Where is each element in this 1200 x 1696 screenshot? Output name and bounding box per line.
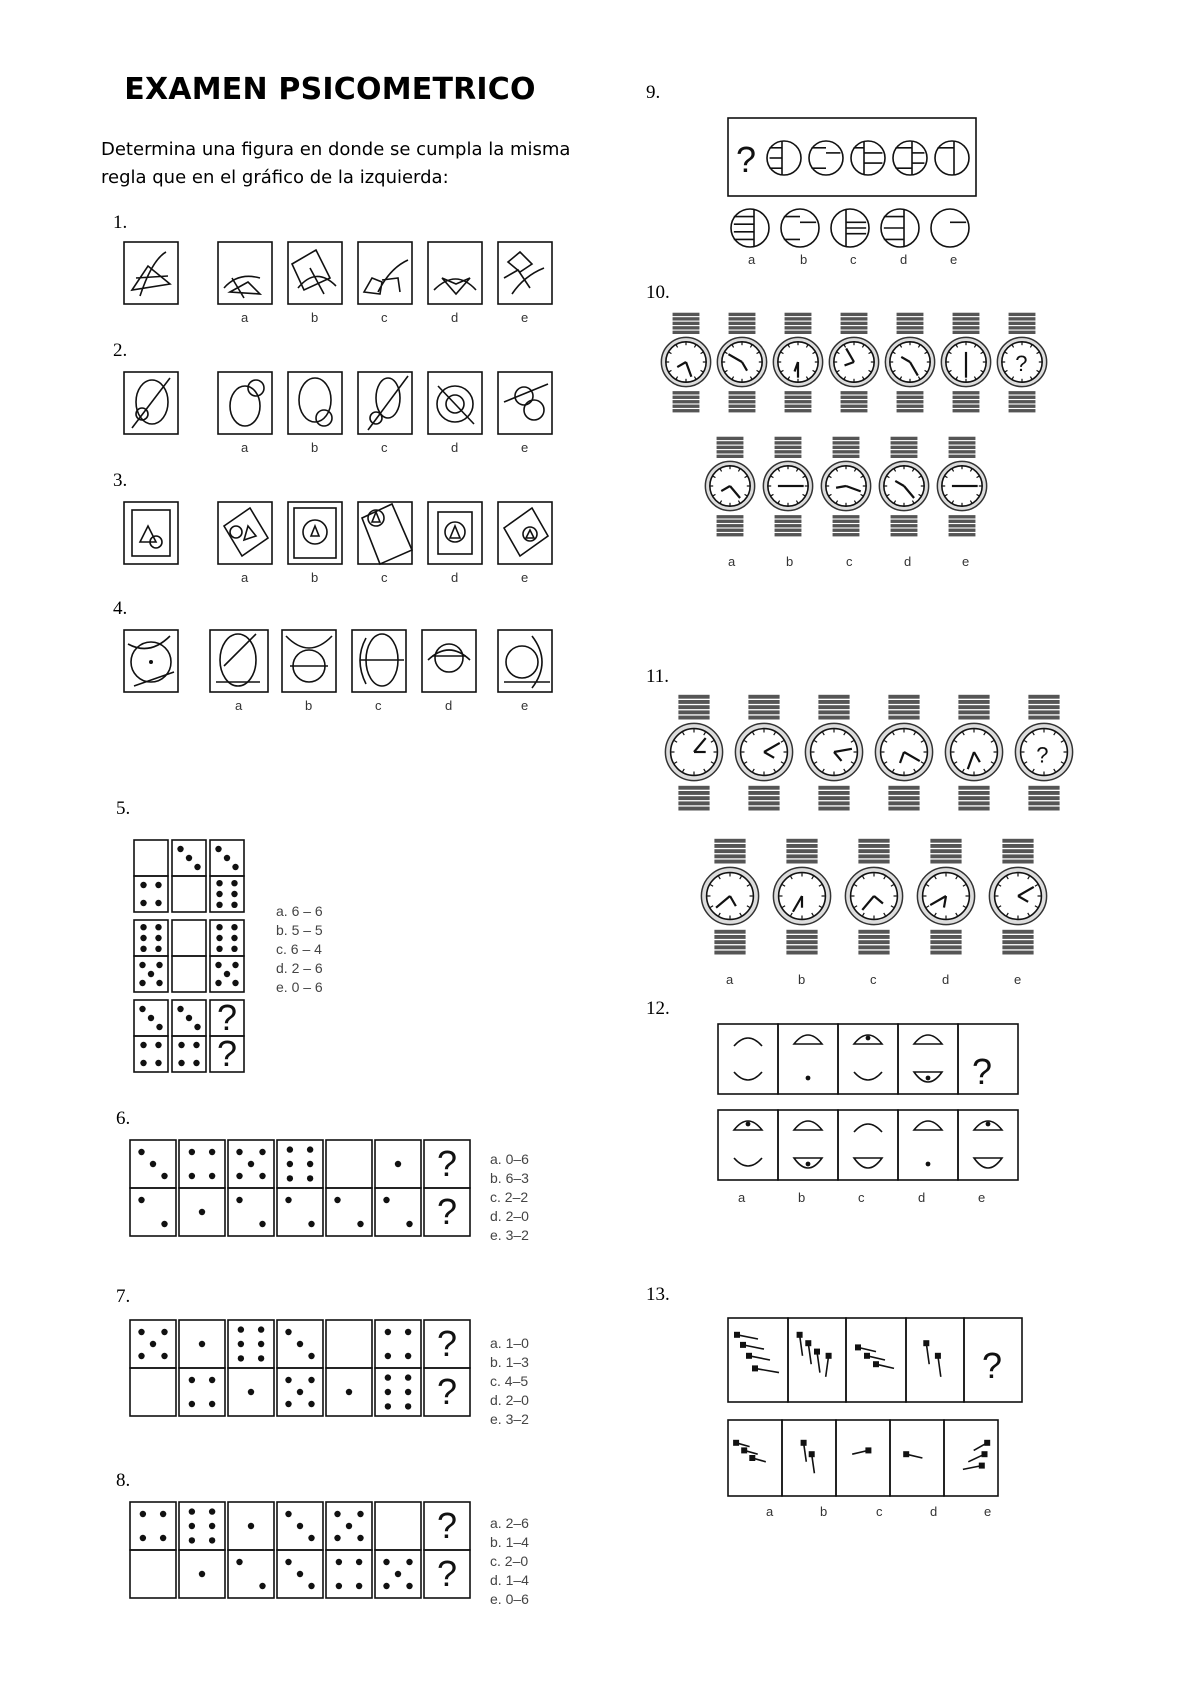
domino-half: [179, 1368, 225, 1416]
domino-half: [134, 876, 168, 912]
question-2-figures: [120, 368, 560, 458]
option-label-d: d: [900, 252, 908, 267]
option-label-b: b: [800, 252, 808, 267]
arc-cell: [898, 1024, 958, 1094]
question-mark: ?: [437, 1191, 458, 1232]
watch-icon: [735, 695, 792, 811]
q13-option[interactable]: [836, 1420, 890, 1496]
q3-option-e[interactable]: [498, 502, 552, 564]
lined-circle: [831, 209, 869, 247]
domino-half: [172, 876, 206, 912]
domino-half: [172, 1000, 206, 1036]
domino-half: [375, 1140, 421, 1188]
option-label-c: c: [381, 570, 388, 585]
arc-cell: [838, 1110, 898, 1180]
lined-circle: [851, 141, 885, 175]
question-9-figures: [724, 114, 984, 274]
question-mark: ?: [437, 1371, 458, 1412]
domino-half: [210, 876, 244, 912]
question-number-4: 4.: [113, 598, 128, 619]
domino-half: [228, 1368, 274, 1416]
option-label-a: a: [241, 440, 249, 455]
domino-half: [326, 1188, 372, 1236]
q5-domino-grid: [132, 838, 252, 1078]
domino-half: [424, 1368, 470, 1416]
q9-option[interactable]: [781, 209, 819, 247]
q12-option[interactable]: [718, 1110, 778, 1180]
lined-circle: [881, 209, 919, 247]
question-number-8: 8.: [116, 1470, 131, 1491]
q1-option-b[interactable]: [288, 242, 342, 304]
domino-half: [228, 1320, 274, 1368]
domino-half: [172, 920, 206, 956]
page-title: EXAMEN PSICOMETRICO: [124, 72, 536, 107]
question-10-figures: [660, 310, 1060, 570]
q2-option-c[interactable]: [358, 372, 412, 434]
option-label-b: b: [798, 1190, 806, 1205]
option-label-a: a: [748, 252, 756, 267]
option-label-d: d: [451, 310, 459, 325]
domino-half: [375, 1188, 421, 1236]
domino-half: [424, 1320, 470, 1368]
q1-option-e[interactable]: [498, 242, 552, 304]
option-label-a: a: [766, 1504, 774, 1519]
question-8-figures: [128, 1500, 478, 1608]
domino-half: [210, 920, 244, 956]
watch-icon: [763, 437, 812, 537]
q3-option-c[interactable]: [358, 502, 412, 564]
q7-domino-row: [128, 1318, 478, 1426]
question-number-7: 7.: [116, 1286, 131, 1307]
domino-half: [228, 1502, 274, 1550]
question-mark: ?: [437, 1143, 458, 1184]
q8-answer-b[interactable]: b. 1–4: [490, 1534, 529, 1550]
q5-answer-b[interactable]: b. 5 – 5: [276, 922, 323, 938]
question-6-figures: [128, 1138, 478, 1246]
watch-icon: [989, 839, 1046, 955]
option-label-e: e: [1014, 972, 1022, 987]
domino-half: [179, 1502, 225, 1550]
option-label-c: c: [846, 554, 853, 569]
q1-option-a[interactable]: [218, 242, 272, 304]
question-number-13: 13.: [646, 1284, 670, 1305]
q4-model-figure: [124, 630, 178, 692]
q12-option[interactable]: [838, 1110, 898, 1180]
domino-half: [134, 1036, 168, 1072]
q2-option-b[interactable]: [288, 372, 342, 434]
domino-half: [134, 1000, 168, 1036]
arc-cell: [958, 1110, 1018, 1180]
option-label-d: d: [451, 440, 459, 455]
domino-half: [424, 1550, 470, 1598]
watch-icon: [805, 695, 862, 811]
question-3-figures: [120, 498, 560, 588]
option-label-b: b: [311, 440, 319, 455]
option-label-b: b: [311, 310, 319, 325]
q8-answer-c[interactable]: c. 2–0: [490, 1553, 529, 1569]
pin-cell: [890, 1420, 944, 1496]
option-label-e: e: [521, 570, 529, 585]
watch-icon: [717, 313, 766, 413]
option-label-d: d: [918, 1190, 926, 1205]
arc-cell: [718, 1024, 778, 1094]
domino-half: [172, 840, 206, 876]
domino-half: [130, 1188, 176, 1236]
domino-half: [277, 1502, 323, 1550]
watch-icon: [997, 313, 1046, 413]
question-number-5: 5.: [116, 798, 131, 819]
watch-icon: [701, 839, 758, 955]
domino-half: [277, 1368, 323, 1416]
q4-option-e[interactable]: [498, 630, 552, 692]
domino-half: [277, 1320, 323, 1368]
q4-option-a[interactable]: [210, 630, 268, 692]
lined-circle: [935, 141, 969, 175]
pin-cell: [906, 1318, 964, 1402]
domino-half: [375, 1320, 421, 1368]
pin-cell: [836, 1420, 890, 1496]
q7-answer-options: [490, 1334, 529, 1429]
question-1-figures: [120, 238, 560, 328]
q6-answer-d[interactable]: d. 2–0: [490, 1208, 529, 1224]
domino-half: [210, 840, 244, 876]
q5-answer-options: [276, 902, 323, 997]
question-mark: ?: [437, 1323, 458, 1364]
watch-icon: [1015, 695, 1072, 811]
question-11-figures: [660, 692, 1080, 992]
question-mark: ?: [437, 1505, 458, 1546]
domino-half: [277, 1188, 323, 1236]
q9-option[interactable]: [881, 209, 919, 247]
domino-half: [375, 1550, 421, 1598]
option-label-a: a: [738, 1190, 746, 1205]
q6-answer-c[interactable]: c. 2–2: [490, 1189, 529, 1205]
domino-half: [172, 1036, 206, 1072]
q7-answer-e[interactable]: e. 3–2: [490, 1411, 529, 1427]
q3-option-b[interactable]: [288, 502, 342, 564]
q4-option-c[interactable]: [352, 630, 406, 692]
arc-cell: [898, 1110, 958, 1180]
option-label-a: a: [241, 310, 249, 325]
arc-cell: [718, 1110, 778, 1180]
domino-half: [179, 1140, 225, 1188]
q8-answer-options: [490, 1514, 529, 1609]
pin-cell: [782, 1420, 836, 1496]
domino-half: [134, 920, 168, 956]
pin-cell: [728, 1318, 788, 1402]
q13-question-mark: ?: [982, 1345, 1003, 1386]
q2-option-a[interactable]: [218, 372, 272, 434]
question-number-12: 12.: [646, 998, 670, 1019]
option-label-e: e: [978, 1190, 986, 1205]
option-label-e: e: [950, 252, 958, 267]
q5-answer-e[interactable]: e. 0 – 6: [276, 979, 323, 995]
pin-cell: [728, 1420, 782, 1496]
q9-option[interactable]: [831, 209, 869, 247]
domino-half: [130, 1502, 176, 1550]
domino-half: [326, 1502, 372, 1550]
domino-half: [134, 956, 168, 992]
question-mark: ?: [1036, 742, 1049, 768]
question-number-9: 9.: [646, 82, 661, 103]
option-label-b: b: [820, 1504, 828, 1519]
option-label-c: c: [870, 972, 877, 987]
lined-circle: [781, 209, 819, 247]
q9-question-mark: ?: [736, 139, 757, 180]
option-label-e: e: [984, 1504, 992, 1519]
question-number-6: 6.: [116, 1108, 131, 1129]
option-label-b: b: [305, 698, 313, 713]
q5-answer-c[interactable]: c. 6 – 4: [276, 941, 322, 957]
q1-model-figure: [124, 242, 178, 304]
pin-cell: [846, 1318, 906, 1402]
q12-option[interactable]: [958, 1110, 1018, 1180]
question-number-10: 10.: [646, 282, 670, 303]
domino-half: [326, 1140, 372, 1188]
q9-sequence-frame: [728, 118, 976, 196]
question-mark: ?: [437, 1553, 458, 1594]
q4-option-d[interactable]: [422, 630, 476, 692]
q13-option[interactable]: [728, 1420, 782, 1496]
option-label-b: b: [798, 972, 806, 987]
question-mark: ?: [217, 997, 238, 1038]
q12-option[interactable]: [898, 1110, 958, 1180]
domino-half: [424, 1140, 470, 1188]
q9-option[interactable]: [731, 209, 769, 247]
option-label-b: b: [311, 570, 319, 585]
q13-option[interactable]: [944, 1420, 998, 1496]
option-label-d: d: [930, 1504, 938, 1519]
domino-half: [326, 1320, 372, 1368]
question-4-figures: [120, 626, 560, 716]
q13-option[interactable]: [782, 1420, 836, 1496]
domino-half: [375, 1368, 421, 1416]
question-13-figures: [726, 1316, 1026, 1526]
option-label-d: d: [451, 570, 459, 585]
domino-half: [130, 1140, 176, 1188]
pin-cell: [788, 1318, 846, 1402]
q8-answer-d[interactable]: d. 1–4: [490, 1572, 529, 1588]
q3-option-a[interactable]: [218, 502, 272, 564]
question-12-figures: [716, 1022, 1016, 1212]
domino-half: [228, 1550, 274, 1598]
lined-circle: [731, 209, 769, 247]
q2-option-d[interactable]: [428, 372, 482, 434]
q9-option[interactable]: [931, 209, 969, 247]
q1-option-d[interactable]: [428, 242, 482, 304]
q7-answer-a[interactable]: a. 1–0: [490, 1335, 529, 1351]
arc-cell: [778, 1024, 838, 1094]
option-label-e: e: [962, 554, 970, 569]
domino-half: [277, 1550, 323, 1598]
q8-domino-row: [128, 1500, 478, 1608]
q12-option[interactable]: [778, 1110, 838, 1180]
option-label-e: e: [521, 310, 529, 325]
question-mark: ?: [1015, 350, 1028, 376]
pin-cell: [944, 1420, 998, 1496]
question-number-11: 11.: [646, 666, 670, 687]
q11-watch-sequence: [660, 692, 1080, 992]
watch-icon: [845, 839, 902, 955]
q2-option-e[interactable]: [498, 372, 552, 434]
domino-half: [228, 1188, 274, 1236]
watch-icon: [875, 695, 932, 811]
watch-icon: [829, 313, 878, 413]
watch-icon: [661, 313, 710, 413]
q7-answer-c[interactable]: c. 4–5: [490, 1373, 529, 1389]
option-label-e: e: [521, 698, 529, 713]
q10-watch-sequence: [660, 310, 1060, 570]
watch-icon: [945, 695, 1002, 811]
q6-domino-row: [128, 1138, 478, 1246]
watch-icon: [773, 839, 830, 955]
domino-half: [130, 1320, 176, 1368]
question-5-figures: [132, 838, 252, 1078]
q1-option-c[interactable]: [358, 242, 412, 304]
question-number-1: 1.: [113, 212, 128, 233]
option-label-c: c: [850, 252, 857, 267]
q13-option[interactable]: [890, 1420, 944, 1496]
q12-question-mark: ?: [972, 1051, 993, 1092]
lined-circle: [809, 141, 843, 175]
option-label-d: d: [445, 698, 453, 713]
domino-half: [134, 840, 168, 876]
q3-model-figure: [124, 502, 178, 564]
domino-half: [424, 1188, 470, 1236]
q5-answer-a[interactable]: a. 6 – 6: [276, 903, 323, 919]
instructions: Determina una figura en donde se cumpla la misma regla que en el gráfico de la izquierda:: [101, 139, 571, 188]
watch-icon: [773, 313, 822, 413]
lined-circle: [931, 209, 969, 247]
watch-icon: [821, 437, 870, 537]
option-label-a: a: [726, 972, 734, 987]
domino-half: [179, 1188, 225, 1236]
domino-half: [326, 1550, 372, 1598]
q8-answer-e[interactable]: e. 0–6: [490, 1591, 529, 1607]
arc-cell: [838, 1024, 898, 1094]
q2-model-figure: [124, 372, 178, 434]
watch-icon: [917, 839, 974, 955]
option-label-c: c: [381, 440, 388, 455]
watch-icon: [937, 437, 986, 537]
domino-half: [210, 1033, 244, 1074]
domino-half: [424, 1502, 470, 1550]
option-label-c: c: [858, 1190, 865, 1205]
domino-half: [326, 1368, 372, 1416]
q3-option-d[interactable]: [428, 502, 482, 564]
option-label-a: a: [728, 554, 736, 569]
q8-answer-a[interactable]: a. 2–6: [490, 1515, 529, 1531]
domino-half: [210, 956, 244, 992]
domino-half: [375, 1502, 421, 1550]
question-number-3: 3.: [113, 470, 128, 491]
domino-half: [172, 956, 206, 992]
watch-icon: [665, 695, 722, 811]
option-label-e: e: [521, 440, 529, 455]
domino-half: [277, 1140, 323, 1188]
q7-answer-b[interactable]: b. 1–3: [490, 1354, 529, 1370]
option-label-c: c: [876, 1504, 883, 1519]
option-label-d: d: [904, 554, 912, 569]
option-label-a: a: [241, 570, 249, 585]
option-label-c: c: [381, 310, 388, 325]
domino-half: [179, 1320, 225, 1368]
watch-icon: [941, 313, 990, 413]
watch-icon: [705, 437, 754, 537]
question-number-2: 2.: [113, 340, 128, 361]
option-label-b: b: [786, 554, 794, 569]
watch-icon: [879, 437, 928, 537]
domino-half: [210, 997, 244, 1038]
domino-half: [179, 1550, 225, 1598]
arc-cell: [778, 1110, 838, 1180]
watch-icon: [885, 313, 934, 413]
lined-circle: [767, 141, 801, 175]
option-label-d: d: [942, 972, 950, 987]
domino-half: [228, 1140, 274, 1188]
question-7-figures: [128, 1318, 478, 1426]
domino-half: [130, 1368, 176, 1416]
q6-answer-a[interactable]: a. 0–6: [490, 1151, 529, 1167]
domino-half: [130, 1550, 176, 1598]
option-label-c: c: [375, 698, 382, 713]
q5-answer-d[interactable]: d. 2 – 6: [276, 960, 323, 976]
q6-answer-options: [490, 1150, 529, 1245]
q4-option-b[interactable]: [282, 630, 336, 692]
q6-answer-e[interactable]: e. 3–2: [490, 1227, 529, 1243]
question-mark: ?: [217, 1033, 238, 1074]
lined-circle: [893, 141, 927, 175]
option-label-a: a: [235, 698, 243, 713]
q6-answer-b[interactable]: b. 6–3: [490, 1170, 529, 1186]
q7-answer-d[interactable]: d. 2–0: [490, 1392, 529, 1408]
